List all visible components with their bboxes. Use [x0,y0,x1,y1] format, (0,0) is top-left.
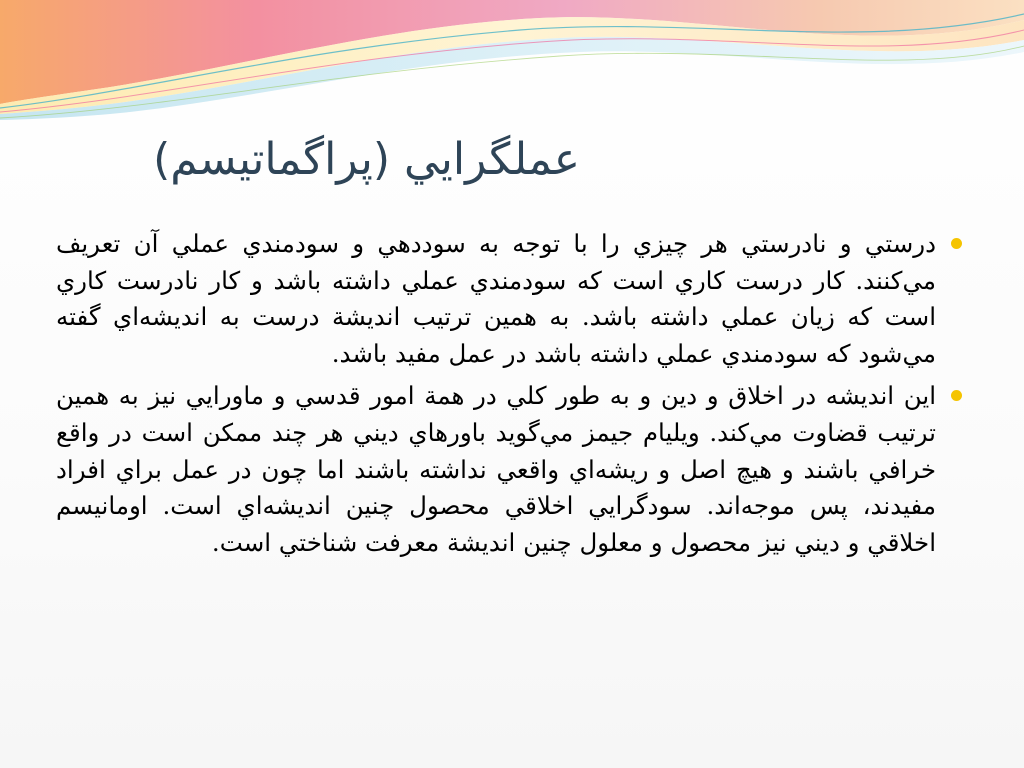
bullet-dot-icon [951,390,962,401]
bullet-dot-icon [951,238,962,249]
bullet-item-1 [56,226,936,372]
bullet-item-2 [56,378,936,561]
decorative-wave-header [0,0,1024,130]
bullet-text-2: اين انديشه در اخلاق و دين و به طور كلي در همة امور قدسي و ماورايي نيز به همين ترتيب قضاوت مي‌كند. ويليام جيمز مي‌گويد باورهاي ديني هر چند ممكن است در واقع خرافي باشند و هيچ اصل و ريشه‌اي واقعي نداشته باشند اما چون در عمل براي افراد مفيدند، پس موجه‌اند. سودگرايي اخلاقي محصول چنين انديشه‌اي است. اومانيسم اخلاقي و ديني نيز محصول و معلول چنين انديشة معرفت شناختي است. [56,381,936,557]
bullet-text-1: درستي و نادرستي هر چيزي را با توجه به سوددهي و سودمندي عملي آن تعريف مي‌كنند. كار درست كاري است كه سودمندي عملي داشته باشد و كار نادرست كاري است كه زيان عملي داشته باشد. به همين ترتيب انديشة درست به انديشه‌اي گفته مي‌شود كه سودمندي عملي داشته باشد در عمل مفيد باشد. [56,229,936,368]
slide-title: عملگرايي (پراگماتيسم) [153,134,580,185]
bullet-list [56,226,936,567]
